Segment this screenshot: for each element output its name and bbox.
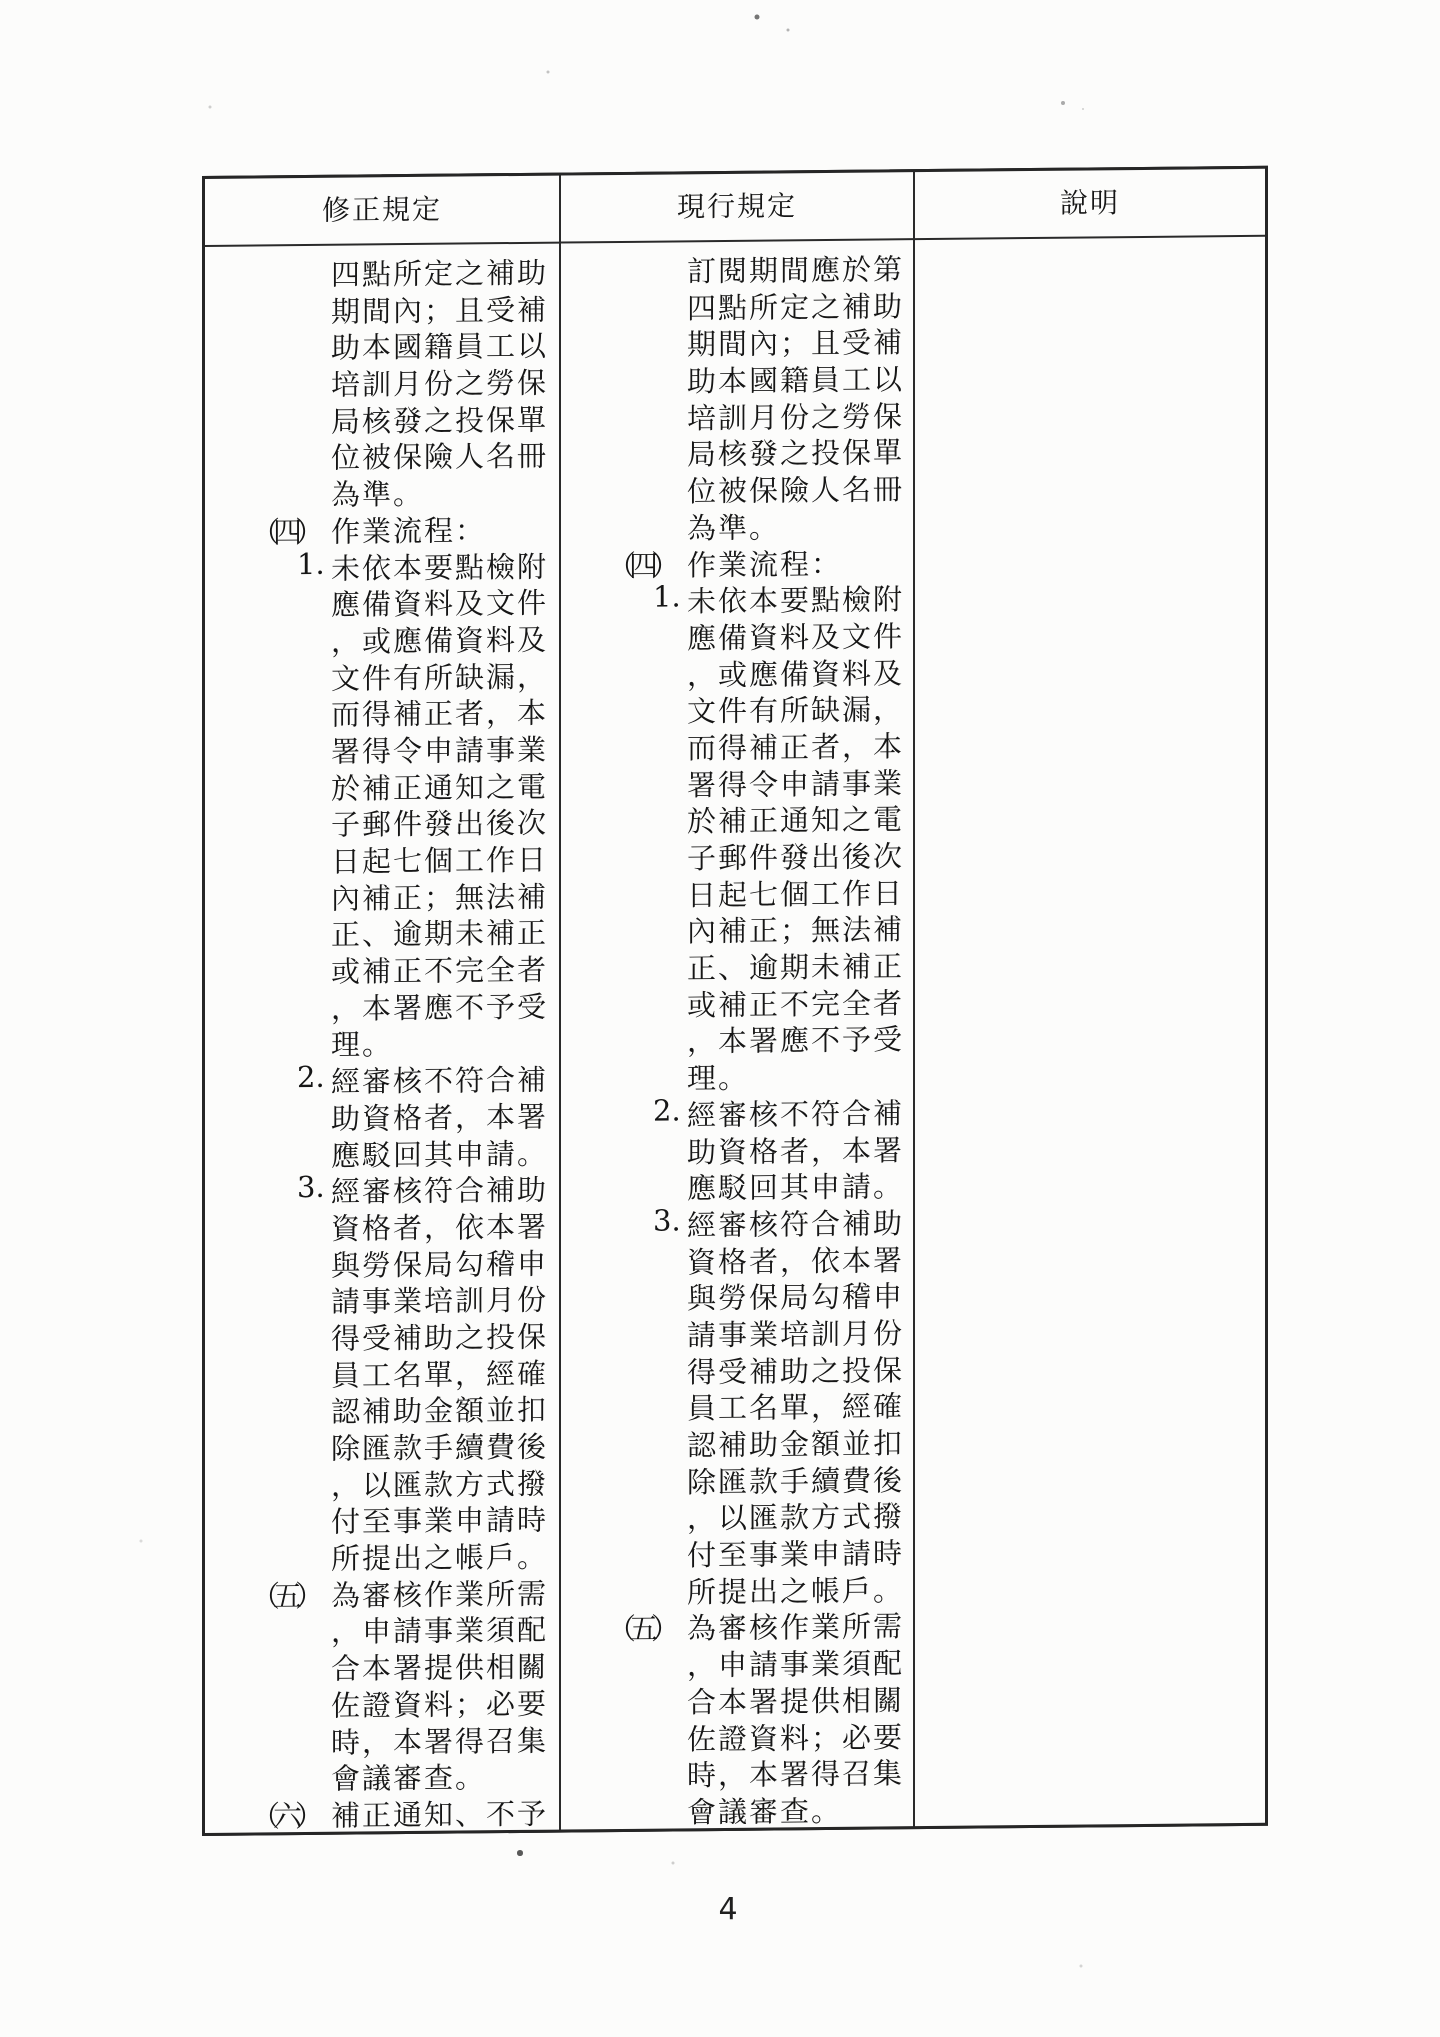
line-text: 所提出之帳戶。: [331, 1539, 549, 1576]
item-marker: （六）: [251, 1798, 318, 1833]
text-line: [561, 1309, 913, 1353]
text-line: [205, 395, 559, 439]
line-text: 日起七個工作日: [687, 875, 905, 913]
text-line: [205, 1019, 559, 1063]
line-text: 請事業培訓月份: [687, 1316, 905, 1353]
text-line: [561, 392, 913, 436]
line-text: 子郵件發出後次: [687, 839, 905, 876]
line-text: 正、逾期未補正: [687, 949, 905, 986]
text-line: [561, 1529, 913, 1573]
line-text: 位被保險人名冊: [331, 439, 549, 476]
line-text: 應備資料及文件: [331, 585, 549, 622]
line-text: 於補正通知之電: [331, 769, 549, 806]
text-line: [561, 1419, 913, 1463]
line-text: 為審核作業所需: [687, 1609, 905, 1646]
text-line: [205, 1496, 559, 1540]
text-line: [205, 1202, 559, 1246]
text-line: [205, 1129, 559, 1173]
line-text: 助資格者，本署: [687, 1132, 905, 1169]
text-line: [205, 322, 559, 366]
line-text: ，申請事業須配: [331, 1613, 549, 1650]
line-text: 認補助金額並扣: [331, 1392, 549, 1430]
text-line: [561, 759, 913, 802]
text-line: [561, 685, 913, 729]
line-text: 佐證資料；必要: [331, 1686, 549, 1723]
text-line: [205, 469, 559, 512]
text-line: [205, 1386, 559, 1430]
text-line: [205, 836, 559, 879]
line-text: 除匯款手續費後: [687, 1462, 905, 1500]
line-text: ，以匯款方式撥: [331, 1466, 549, 1503]
text-line: [205, 909, 559, 953]
text-line: [205, 1276, 559, 1320]
text-line: [205, 1533, 559, 1576]
line-text: 培訓月份之勞保: [331, 365, 549, 402]
text-line: [561, 1052, 913, 1096]
text-line: [561, 1016, 913, 1059]
line-text: 經審核符合補助: [331, 1172, 549, 1209]
text-line: [561, 1676, 913, 1720]
line-text: 經審核不符合補: [331, 1062, 549, 1099]
text-line: [561, 1199, 913, 1243]
line-text: 助本國籍員工以: [331, 329, 549, 366]
line-text: 局核發之投保單: [331, 402, 549, 439]
line-text: 文件有所缺漏，: [687, 692, 905, 729]
line-text: 內補正；無法補: [687, 912, 905, 949]
line-text: ，以匯款方式撥: [687, 1499, 905, 1536]
line-text: ，本署應不予受: [331, 989, 549, 1026]
line-text: 子郵件發出後次: [331, 805, 549, 843]
text-line: [205, 726, 559, 769]
line-text: 或補正不完全者: [331, 952, 549, 989]
line-text: 應駁回其申請。: [331, 1136, 549, 1173]
line-text: 得受補助之投保: [331, 1319, 549, 1356]
text-line: [561, 1382, 913, 1426]
line-text: 應駁回其申請。: [687, 1169, 905, 1206]
line-text: 期間內；且受補: [687, 325, 905, 362]
list-number: 1.: [653, 579, 681, 614]
text-line: [205, 542, 559, 586]
line-text: 正、逾期未補正: [331, 916, 549, 953]
line-text: 時，本署得召集: [331, 1723, 549, 1760]
text-line: [561, 979, 913, 1023]
line-text: 署得令申請事業: [687, 765, 905, 802]
text-line: [561, 869, 913, 913]
text-line: [561, 906, 913, 949]
line-text: 日起七個工作日: [331, 842, 549, 879]
line-text: 而得補正者，本: [331, 695, 549, 733]
text-line: [561, 942, 913, 986]
line-text: 除匯款手續費後: [331, 1429, 549, 1466]
line-text: 資格者，依本署: [687, 1242, 905, 1279]
page-number: 4: [718, 1892, 738, 1927]
text-line: [561, 355, 913, 399]
column-header-amended: 修正規定: [205, 176, 559, 245]
line-text: 會議審查。: [331, 1760, 487, 1796]
text-line: [205, 359, 559, 402]
text-line: [561, 1713, 913, 1756]
line-text: 會議審查。: [687, 1793, 843, 1830]
line-text: 員工名單，經確: [331, 1356, 549, 1393]
list-number: 3.: [297, 1170, 325, 1205]
item-marker: （五）: [607, 1611, 674, 1647]
text-line: [205, 1606, 559, 1650]
text-line: [561, 722, 913, 766]
text-line: [205, 1092, 559, 1136]
line-text: 員工名單，經確: [687, 1389, 905, 1426]
line-text: 局核發之投保單: [687, 435, 905, 472]
line-text: 作業流程：: [687, 546, 843, 582]
text-line: [561, 1786, 913, 1830]
text-line: [561, 429, 913, 472]
line-text: 或補正不完全者: [687, 986, 905, 1023]
text-line: [205, 432, 559, 476]
text-line: [561, 575, 913, 619]
line-text: 經審核不符合補: [687, 1096, 905, 1133]
text-line: [205, 762, 559, 806]
line-text: 四點所定之補助: [687, 288, 905, 326]
line-text: 助資格者，本署: [331, 1099, 549, 1136]
line-text: 培訓月份之勞保: [687, 399, 905, 436]
line-text: 合本署提供相關: [687, 1683, 905, 1720]
text-line: [205, 1239, 559, 1283]
text-line: [561, 1162, 913, 1206]
item-marker: （五）: [251, 1578, 318, 1614]
list-number: 2.: [297, 1059, 325, 1095]
line-text: 訂閱期間應於第: [687, 252, 905, 289]
text-line: [561, 1089, 913, 1133]
line-text: 理。: [331, 1027, 394, 1063]
line-text: 為準。: [687, 510, 781, 546]
list-number: 2.: [653, 1093, 681, 1128]
line-text: 署得令申請事業: [331, 732, 549, 769]
column-header-explanation: 說明: [915, 169, 1265, 238]
line-text: 補正通知、不予: [331, 1796, 549, 1833]
text-line: [205, 1569, 559, 1614]
text-line: [561, 1346, 913, 1389]
text-line: [205, 1459, 559, 1503]
line-text: 資格者，依本署: [331, 1209, 549, 1246]
line-text: 認補助金額並扣: [687, 1426, 905, 1463]
text-line: [205, 872, 559, 916]
line-text: 得受補助之投保: [687, 1352, 905, 1389]
line-text: 經審核符合補助: [687, 1206, 905, 1243]
text-line: [561, 1493, 913, 1536]
line-text: 請事業培訓月份: [331, 1282, 549, 1320]
line-text: 應備資料及文件: [687, 619, 905, 656]
line-text: 未依本要點檢附: [687, 582, 905, 619]
line-text: 文件有所缺漏，: [331, 659, 549, 696]
line-text: ，或應備資料及: [687, 655, 905, 692]
text-line: [561, 282, 913, 326]
text-line: [205, 1679, 559, 1723]
explanation-column: [915, 237, 1265, 1826]
amended-provisions-column: [205, 244, 559, 1833]
line-text: 付至事業申請時: [331, 1503, 549, 1540]
text-line: [205, 982, 559, 1026]
line-text: 期間內；且受補: [331, 292, 549, 329]
line-text: ，申請事業須配: [687, 1646, 905, 1683]
text-line: [205, 1643, 559, 1686]
text-line: [561, 319, 913, 362]
text-line: [205, 799, 559, 843]
line-text: 所提出之帳戶。: [687, 1573, 905, 1610]
line-text: 未依本要點檢附: [331, 549, 549, 586]
text-line: [205, 579, 559, 622]
text-line: [561, 1272, 913, 1316]
text-line: [561, 795, 913, 839]
line-text: 佐證資料；必要: [687, 1719, 905, 1756]
column-header-current: 現行規定: [561, 172, 913, 241]
text-line: [205, 1313, 559, 1356]
text-line: [205, 505, 559, 550]
item-marker: （四）: [251, 514, 318, 550]
text-line: [561, 1749, 913, 1793]
text-line: [561, 1639, 913, 1683]
text-line: [561, 832, 913, 876]
text-line: [205, 285, 559, 329]
line-text: 助本國籍員工以: [687, 362, 905, 399]
line-text: 而得補正者，本: [687, 729, 905, 766]
text-line: [205, 1789, 559, 1833]
line-text: 為審核作業所需: [331, 1576, 549, 1613]
list-number: 1.: [297, 546, 325, 581]
text-line: [205, 946, 559, 989]
text-line: [205, 615, 559, 659]
line-text: 理。: [687, 1060, 750, 1096]
text-line: [561, 649, 913, 692]
text-line: [205, 1753, 559, 1796]
text-line: [205, 1716, 559, 1760]
text-line: [561, 502, 913, 546]
text-line: [205, 1349, 559, 1393]
text-line: [561, 1566, 913, 1610]
text-line: [205, 1423, 559, 1466]
line-text: 四點所定之補助: [331, 255, 549, 292]
line-text: ，或應備資料及: [331, 622, 549, 659]
text-line: [205, 1056, 559, 1099]
item-marker: （四）: [607, 547, 674, 583]
text-line: [561, 1456, 913, 1500]
line-text: ，本署應不予受: [687, 1022, 905, 1059]
text-line: [205, 689, 559, 733]
line-text: 與勞保局勾稽申: [331, 1246, 549, 1283]
text-line: [561, 1236, 913, 1279]
text-line: [205, 249, 559, 292]
line-text: 作業流程：: [331, 513, 487, 549]
text-line: [561, 539, 913, 583]
line-text: 內補正；無法補: [331, 879, 549, 916]
text-line: [561, 465, 913, 509]
text-line: [205, 1166, 559, 1209]
list-number: 3.: [653, 1203, 681, 1238]
line-text: 合本署提供相關: [331, 1649, 549, 1686]
text-line: [205, 652, 559, 696]
line-text: 為準。: [331, 476, 425, 512]
line-text: 付至事業申請時: [687, 1536, 905, 1573]
line-text: 與勞保局勾稽申: [687, 1279, 905, 1316]
comparison-table: [202, 166, 1268, 1836]
line-text: 時，本署得召集: [687, 1756, 905, 1793]
line-text: 於補正通知之電: [687, 802, 905, 839]
line-text: 位被保險人名冊: [687, 472, 905, 509]
current-provisions-column: [561, 240, 913, 1829]
text-line: [561, 612, 913, 656]
text-line: [561, 1603, 913, 1647]
text-line: [561, 245, 913, 289]
text-line: [561, 1126, 913, 1169]
